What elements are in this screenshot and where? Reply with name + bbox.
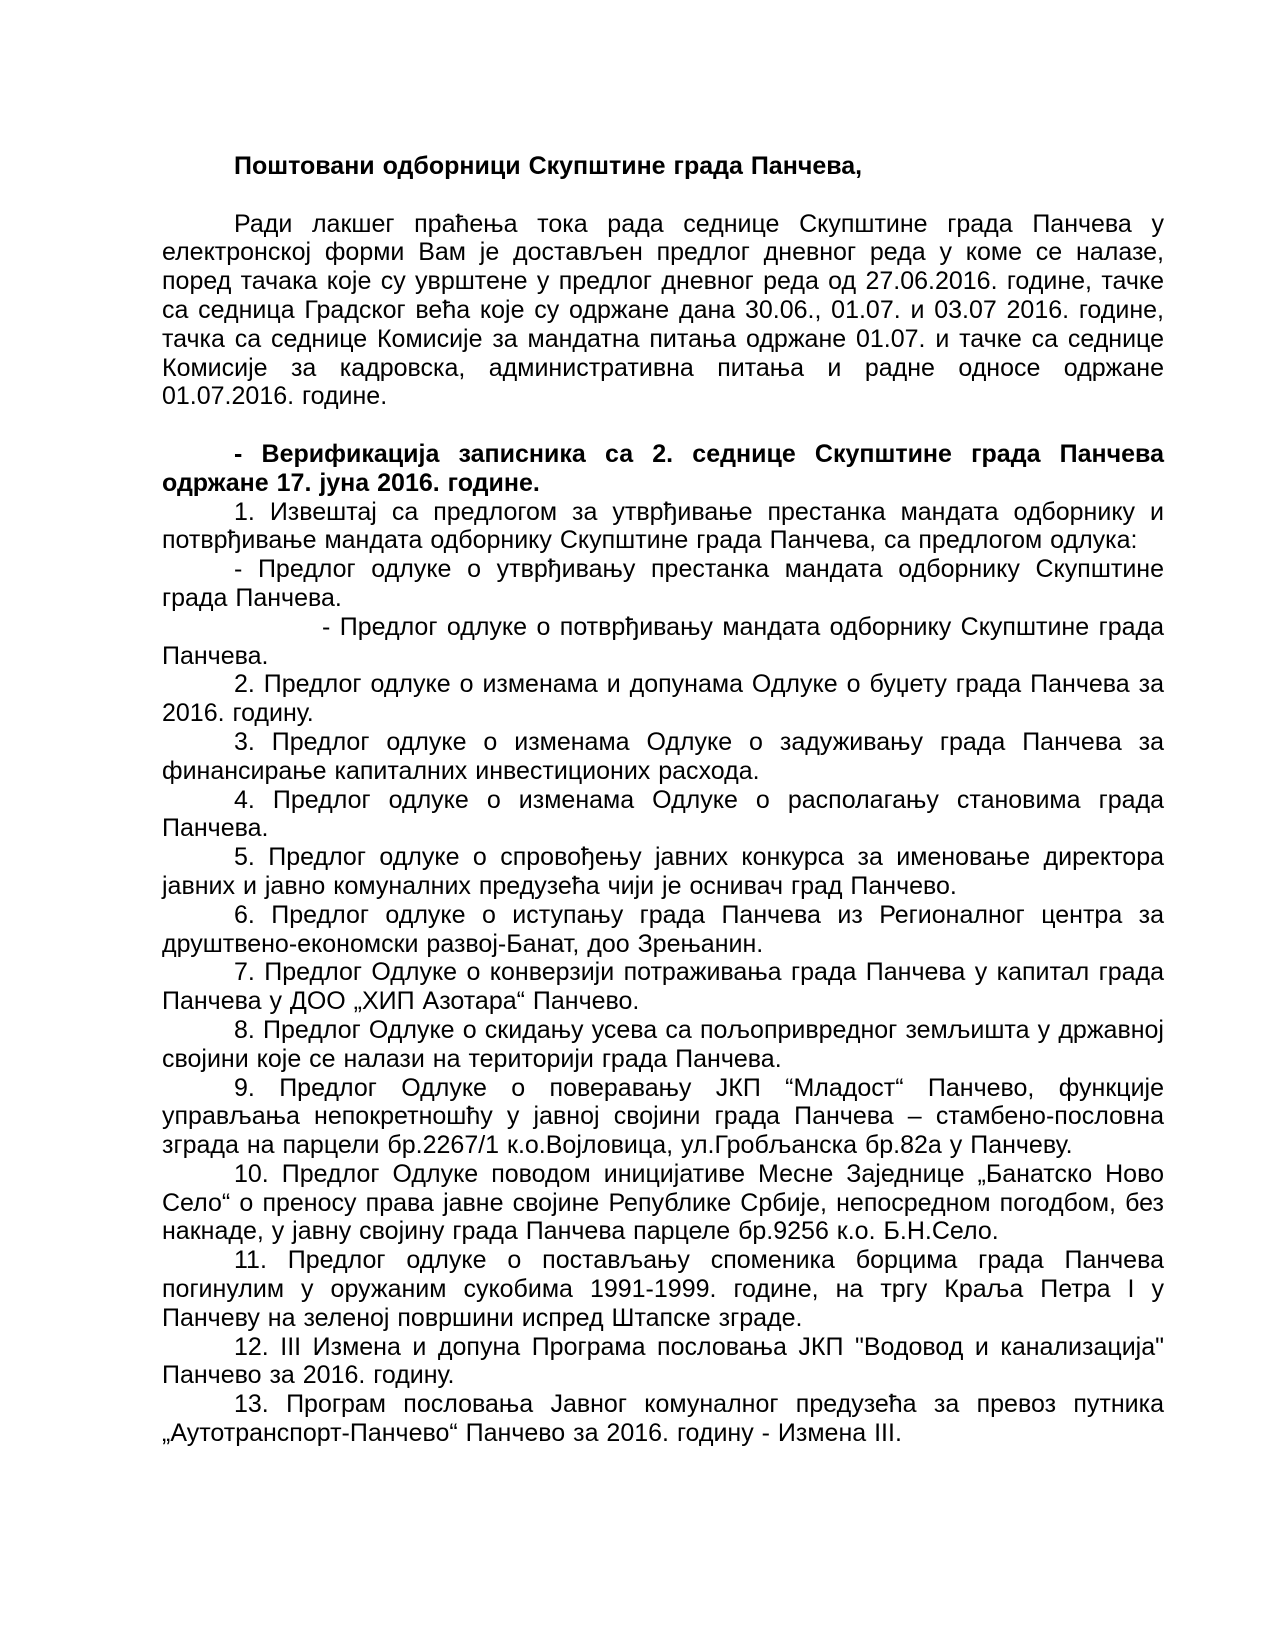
- agenda-list: [162, 498, 1164, 1448]
- agenda-item: 12. III Измена и допуна Програма пословања ЈКП "Водовод и канализација" Панчево за 2016. годину.: [162, 1332, 1164, 1390]
- agenda-item: 11. Предлог одлуке о постављању споменика борцима града Панчева погинулим у оружаним сукобима 1991-1999. године, на тргу Краља Петра I у Панчеву на зеленој површини испред Штапске зграде.: [162, 1246, 1164, 1332]
- agenda-item: 6. Предлог одлуке о иступању града Панчева из Регионалног центра за друштвено-економски развој-Банат, доо Зрењанин.: [162, 900, 1164, 958]
- agenda-item: 10. Предлог Одлуке поводом иницијативе Месне Заједнице „Банатско Ново Село“ о преносу права јавне својине Републике Србије, непосредном погодбом, без накнаде, у јавну својину града Панчева парцеле бр.9256 к.о. Б.Н.Село.: [162, 1159, 1164, 1246]
- verification-heading: - Верификација записника са 2. седнице Скупштине града Панчева одржане 17. јуна 2016. године.: [162, 439, 1164, 497]
- agenda-item: - Предлог одлуке о утврђивању престанка мандата одборнику Скупштине града Панчева.: [162, 555, 1164, 612]
- agenda-item: - Предлог одлуке о потврђивању мандата одборнику Скупштине града Панчева.: [162, 612, 1164, 670]
- agenda-item: 3. Предлог одлуке о изменама Одлуке о задуживању града Панчева за финансирање капиталних инвестиционих расхода.: [162, 727, 1164, 785]
- agenda-item: 5. Предлог одлуке о спровођењу јавних конкурса за именовање директора јавних и јавно комуналних предузећа чији је оснивач град Панчево.: [162, 843, 1164, 900]
- salutation-heading: Поштовани одборници Скупштине града Панчева,: [234, 152, 863, 180]
- intro-paragraph: Ради лакшег праћења тока рада седнице Скупштине града Панчева у електронској форми Вам је достављен предлог дневног реда у коме се налазе, поред тачака које су уврштене у предлог дневног реда од 27.06.2016. године, тачке са седница Градског већа које су одржане дана 30.06., 01.07. и 03.07 2016. године, тачка са седнице Комисије за мандатна питања одржане 01.07. и тачке са седнице Комисије за кадровска, административна питања и радне односе одржане 01.07.2016. године.: [162, 209, 1164, 411]
- agenda-item: 1. Извештај са предлогом за утврђивање престанка мандата одборнику и потврђивање мандата одборнику Скупштине града Панчева, са предлогом одлука:: [162, 497, 1164, 555]
- agenda-item: 8. Предлог Одлуке о скидању усева са пољопривредног земљишта у државној својини које се налази на територији града Панчева.: [162, 1015, 1164, 1073]
- agenda-item: 2. Предлог одлуке о изменама и допунама Одлуке о буџету града Панчева за 2016. годину.: [162, 670, 1164, 728]
- agenda-item: 13. Програм пословања Јавног комуналног предузећа за превоз путника „Аутотранспорт-Панчево“ Панчево за 2016. годину - Измена III.: [162, 1390, 1164, 1448]
- agenda-item: 4. Предлог одлуке о изменама Одлуке о располагању становима града Панчева.: [162, 785, 1164, 843]
- agenda-item: 9. Предлог Одлуке о поверавању ЈКП “Младост“ Панчево, функције управљања непокретношћу у јавној својини града Панчева – стамбено-пословна зграда на парцели бр.2267/1 к.о.Војловица, ул.Гробљанска бр.82а у Панчеву.: [162, 1073, 1164, 1160]
- agenda-item: 7. Предлог Одлуке о конверзији потраживања града Панчева у капитал града Панчева у ДОО „ХИП Азотара“ Панчево.: [162, 958, 1164, 1016]
